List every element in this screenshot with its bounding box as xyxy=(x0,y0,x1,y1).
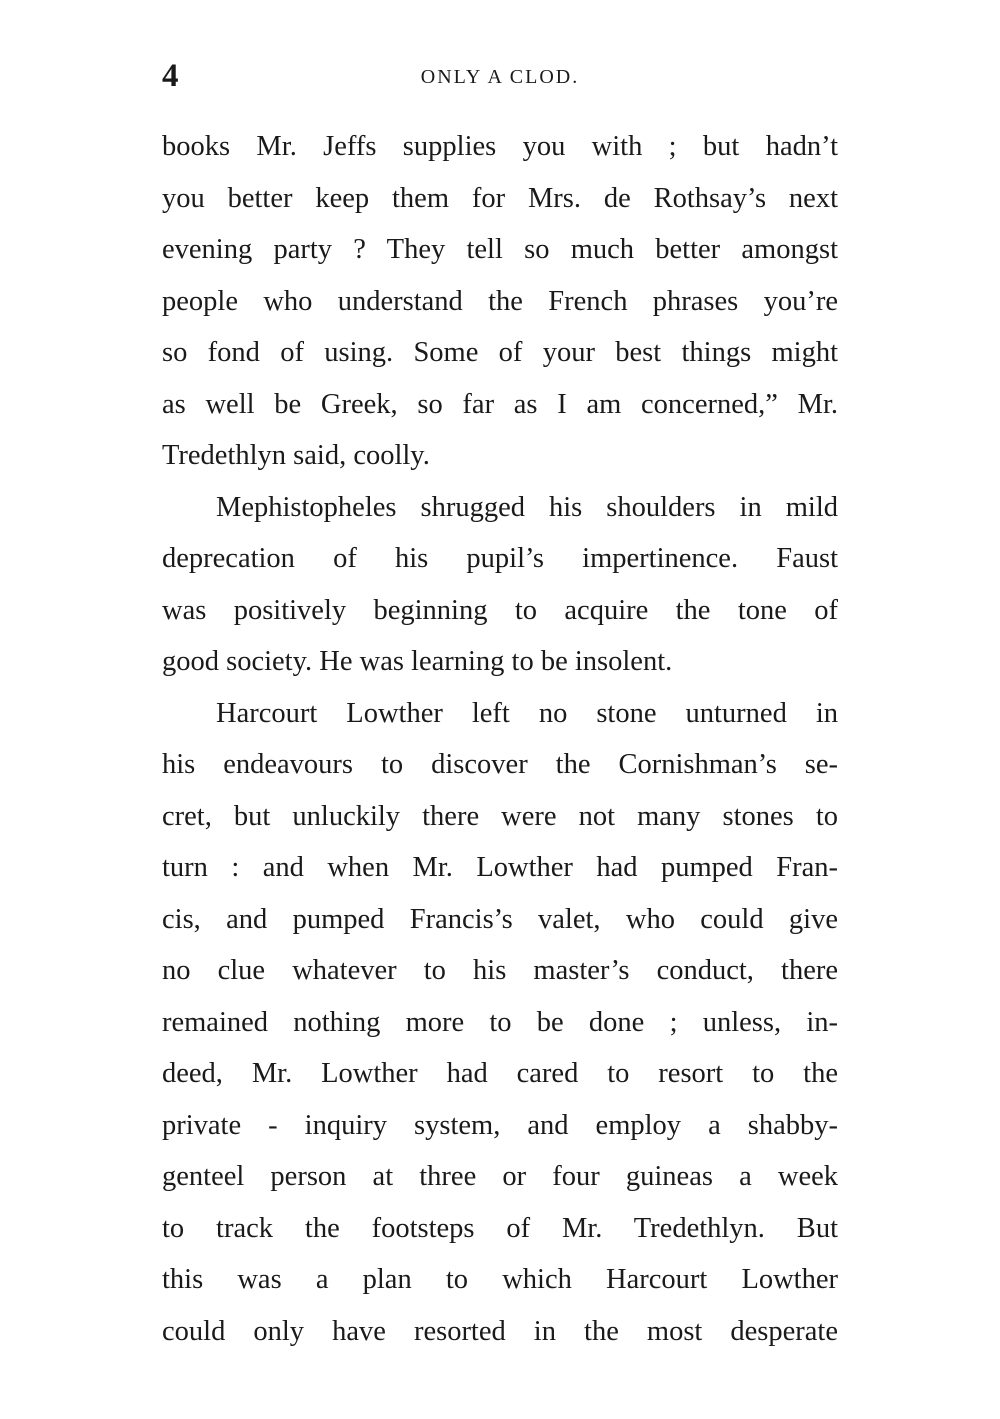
text-line: Harcourt Lowther left no stone unturned in xyxy=(216,697,838,729)
text-line: Mephistopheles shrugged his shoulders in mild xyxy=(216,491,838,523)
text-line: cret, but unluckily there were not many stones to xyxy=(162,800,838,832)
text-line: cis, and pumped Francis’s valet, who could give xyxy=(162,903,838,935)
text-line: people who understand the French phrases you’re xyxy=(162,285,838,317)
text-line: could only have resorted in the most desperate xyxy=(162,1315,838,1347)
text-line: good society. He was learning to be insolent. xyxy=(162,646,673,677)
text-line: private - inquiry system, and employ a shabby- xyxy=(162,1109,838,1141)
text-line: Tredethlyn said, coolly. xyxy=(162,440,430,471)
page-header xyxy=(162,58,838,94)
text-line: remained nothing more to be done ; unless, in- xyxy=(162,1006,838,1038)
text-line: deprecation of his pupil’s impertinence. Faust xyxy=(162,543,838,574)
paragraph-1 xyxy=(162,121,838,482)
text-line: so fond of using. Some of your best things might xyxy=(162,337,838,368)
text-line: you better keep them for Mrs. de Rothsay’s next xyxy=(162,182,838,214)
text-line: was positively beginning to acquire the tone of xyxy=(162,594,838,626)
text-line: books Mr. Jeffs supplies you with ; but hadn’t xyxy=(162,131,838,162)
paragraph-3 xyxy=(162,688,838,1358)
text-line: no clue whatever to his master’s conduct, there xyxy=(162,955,838,986)
text-line: turn : and when Mr. Lowther had pumped Fran- xyxy=(162,852,838,883)
text-line: deed, Mr. Lowther had cared to resort to the xyxy=(162,1058,838,1089)
body-text xyxy=(162,121,838,1357)
text-line: evening party ? They tell so much better amongst xyxy=(162,234,838,265)
text-line: his endeavours to discover the Cornishman’s se- xyxy=(162,749,838,780)
running-title: ONLY A CLOD. xyxy=(420,66,580,88)
text-line: this was a plan to which Harcourt Lowther xyxy=(162,1264,838,1295)
text-line: genteel person at three or four guineas a week xyxy=(162,1161,838,1192)
book-page xyxy=(162,0,838,1419)
text-line: to track the footsteps of Mr. Tredethlyn. But xyxy=(162,1212,838,1244)
paragraph-2 xyxy=(162,482,838,688)
text-line: as well be Greek, so far as I am concerned,” Mr. xyxy=(162,388,838,420)
page-number: 4 xyxy=(162,58,179,94)
